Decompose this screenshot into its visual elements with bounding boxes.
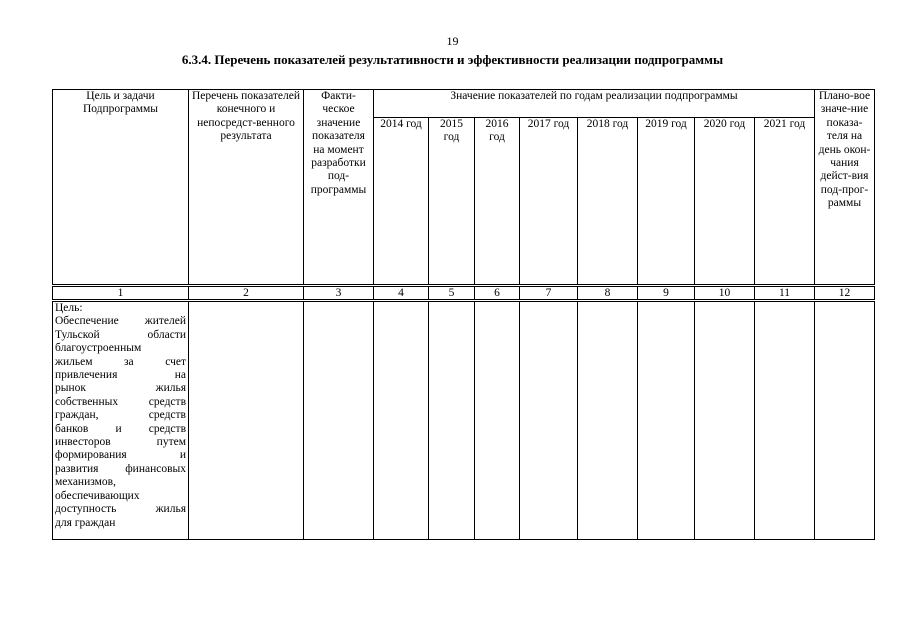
planned-value-cell [815, 301, 875, 540]
table-row [53, 301, 875, 540]
goal-text-line: Тульской области [55, 328, 186, 341]
header-actual-value: Факти-ческое значение показателя на момент разработки под-программы [304, 90, 374, 286]
header-years-group: Значение показателей по годам реализации подпрограммы [374, 90, 815, 118]
header-indicators: Перечень показателей конечного и непосредст-венного результата [189, 90, 304, 286]
year-value-cell [695, 301, 755, 540]
column-number: 8 [578, 286, 638, 301]
header-year-2015: 2015 год [429, 118, 475, 286]
column-number: 10 [695, 286, 755, 301]
column-number: 9 [638, 286, 695, 301]
goal-text-line: собственных средств [55, 395, 186, 408]
goal-text-line: рынок жилья [55, 382, 186, 395]
goal-text-line: доступность жилья [55, 503, 186, 516]
year-value-cell [578, 301, 638, 540]
column-number: 6 [475, 286, 520, 301]
year-value-cell [520, 301, 578, 540]
document-title: 6.3.4. Перечень показателей результативности и эффективности реализации подпрограммы [181, 52, 724, 67]
header-year-2020: 2020 год [695, 118, 755, 286]
header-year-2018: 2018 год [578, 118, 638, 286]
year-value-cell [638, 301, 695, 540]
header-year-2017: 2017 год [520, 118, 578, 286]
page-number: 19 [446, 34, 459, 48]
header-year-2019: 2019 год [638, 118, 695, 286]
goal-text-line: механизмов, [55, 476, 116, 489]
year-value-cell [475, 301, 520, 540]
goal-text-line: формирования и [55, 449, 186, 462]
header-planned-value: Плано-вое значе-ние показа-теля на день окон-чания дейст-вия под-прог-раммы [815, 90, 875, 286]
goal-text-line: благоустроенным [55, 342, 142, 355]
goal-text-line: банков и средств [55, 422, 186, 435]
column-number: 5 [429, 286, 475, 301]
column-numbers-row [53, 286, 875, 301]
column-number: 2 [189, 286, 304, 301]
indicator-cell [189, 301, 304, 540]
goal-text-line: обеспечивающих [55, 489, 140, 502]
goal-text-line: привлечения на [55, 369, 186, 382]
year-value-cell [374, 301, 429, 540]
goal-text-line: жильем за счет [55, 355, 186, 368]
year-value-cell [429, 301, 475, 540]
goal-text-line: Цель: [55, 302, 83, 314]
year-value-cell [755, 301, 815, 540]
header-year-2021: 2021 год [755, 118, 815, 286]
goal-text-line: развития финансовых [55, 462, 186, 475]
column-number: 3 [304, 286, 374, 301]
header-year-2016: 2016 год [475, 118, 520, 286]
actual-value-cell [304, 301, 374, 540]
column-number: 4 [374, 286, 429, 301]
header-goal: Цель и задачи Подпрограммы [53, 90, 189, 286]
goal-text-line: инвесторов путем [55, 436, 186, 449]
column-number: 7 [520, 286, 578, 301]
goal-cell [53, 301, 189, 540]
goal-text-line: для граждан [55, 516, 116, 529]
column-number: 1 [53, 286, 189, 301]
header-year-2014: 2014 год [374, 118, 429, 286]
goal-text-line: граждан, средств [55, 409, 186, 422]
column-number: 11 [755, 286, 815, 301]
indicators-table [52, 89, 875, 540]
column-number: 12 [815, 286, 875, 301]
goal-text-line: Обеспечение жителей [55, 315, 186, 328]
